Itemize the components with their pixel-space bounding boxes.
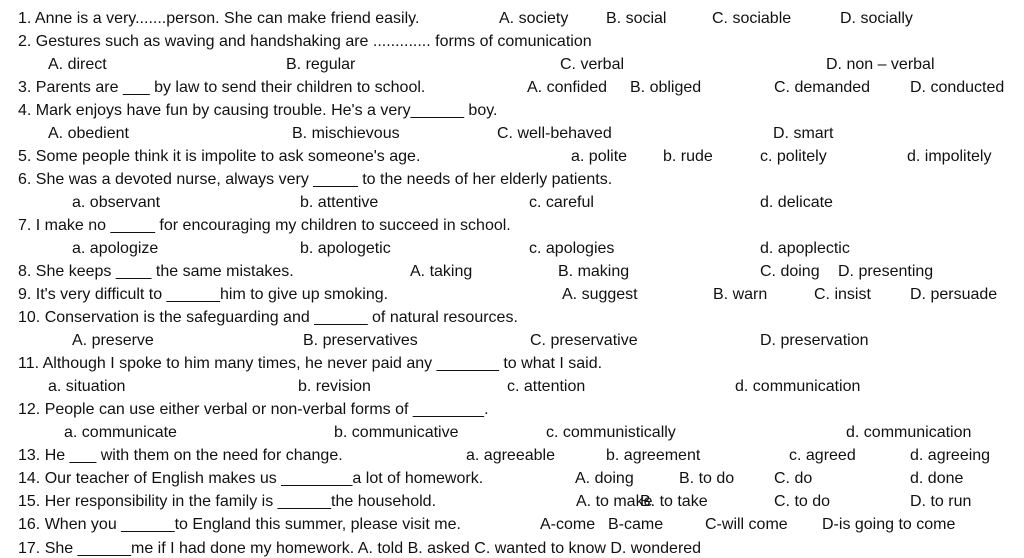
question-text: 15. Her responsibility in the family is ______the household. bbox=[18, 493, 437, 510]
answer-option: d. communication bbox=[846, 424, 972, 441]
question-text: 2. Gestures such as waving and handshaking are ............. forms of comunication bbox=[18, 33, 592, 50]
answer-option: b. apologetic bbox=[300, 240, 391, 257]
answer-option: B. to do bbox=[679, 470, 735, 487]
question-text: 14. Our teacher of English makes us ________a lot of homework. bbox=[18, 470, 484, 487]
answer-option: C. insist bbox=[814, 286, 871, 303]
answer-option: D. persuade bbox=[910, 286, 998, 303]
question-text: 1. Anne is a very.......person. She can make friend easily. bbox=[18, 10, 420, 27]
answer-option: C. doing bbox=[760, 263, 820, 280]
answer-option: b. attentive bbox=[300, 194, 379, 211]
answer-option: a. situation bbox=[48, 378, 126, 395]
answer-option: b. agreement bbox=[606, 447, 701, 464]
answer-option: a. observant bbox=[72, 194, 161, 211]
answer-option: a. polite bbox=[571, 148, 628, 165]
answer-option: A. doing bbox=[575, 470, 634, 487]
answer-option: D. conducted bbox=[910, 79, 1005, 96]
answer-option: A. preserve bbox=[72, 332, 154, 349]
answer-option: B. preservatives bbox=[303, 332, 418, 349]
question-text: 10. Conservation is the safeguarding and ______ of natural resources. bbox=[18, 309, 518, 326]
answer-option: C. to do bbox=[774, 493, 831, 510]
answer-option: C. sociable bbox=[712, 10, 792, 27]
answer-option: B. obliged bbox=[630, 79, 702, 96]
answer-option: c. apologies bbox=[529, 240, 615, 257]
answer-option: B. making bbox=[558, 263, 630, 280]
question-text: 16. When you ______to England this summer, please visit me. bbox=[18, 516, 461, 533]
answer-option: A. to make bbox=[576, 493, 653, 510]
answer-option: c. agreed bbox=[789, 447, 856, 464]
answer-option: B. to take bbox=[640, 493, 708, 510]
answer-option: d. agreeing bbox=[910, 447, 991, 464]
answer-option: B. social bbox=[606, 10, 667, 27]
question-text: 11. Although I spoke to him many times, he never paid any _______ to what I said. bbox=[18, 355, 603, 372]
answer-option: d. communication bbox=[735, 378, 861, 395]
answer-option: c. careful bbox=[529, 194, 594, 211]
answer-option: D. smart bbox=[773, 125, 834, 142]
answer-option: d. impolitely bbox=[907, 148, 992, 165]
answer-option: A. suggest bbox=[562, 286, 638, 303]
answer-option: B. warn bbox=[713, 286, 768, 303]
answer-option: b. rude bbox=[663, 148, 713, 165]
answer-option: c. attention bbox=[507, 378, 586, 395]
question-text: 3. Parents are ___ by law to send their children to school. bbox=[18, 79, 426, 96]
answer-option: A. obedient bbox=[48, 125, 129, 142]
question-text: 7. I make no _____ for encouraging my children to succeed in school. bbox=[18, 217, 511, 234]
answer-option: b. revision bbox=[298, 378, 371, 395]
answer-option: A-come bbox=[540, 516, 596, 533]
answer-option: A. taking bbox=[410, 263, 473, 280]
answer-option: d. delicate bbox=[760, 194, 833, 211]
answer-option: C. demanded bbox=[774, 79, 871, 96]
answer-option: D. to run bbox=[910, 493, 972, 510]
answer-option: a. communicate bbox=[64, 424, 177, 441]
answer-option: B-came bbox=[608, 516, 664, 533]
question-text: 4. Mark enjoys have fun by causing trouble. He's a very______ boy. bbox=[18, 102, 498, 119]
answer-option: A. society bbox=[499, 10, 569, 27]
answer-option: a. apologize bbox=[72, 240, 159, 257]
answer-option: D. socially bbox=[840, 10, 913, 27]
question-text: 5. Some people think it is impolite to ask someone's age. bbox=[18, 148, 421, 165]
question-line-cut-off bbox=[0, 540, 1024, 557]
answer-option: B. mischievous bbox=[292, 125, 400, 142]
answer-option: a. agreeable bbox=[466, 447, 555, 464]
answer-option: c. communistically bbox=[546, 424, 676, 441]
answer-option: c. politely bbox=[760, 148, 827, 165]
answer-option: C. preservative bbox=[530, 332, 638, 349]
question-text: 9. It's very difficult to ______him to give up smoking. bbox=[18, 286, 389, 303]
answer-option: d. done bbox=[910, 470, 964, 487]
answer-option: C. do bbox=[774, 470, 813, 487]
answer-option: D-is going to come bbox=[822, 516, 956, 533]
question-text: 6. She was a devoted nurse, always very _____ to the needs of her elderly patients. bbox=[18, 171, 613, 188]
answer-option: C. well-behaved bbox=[497, 125, 612, 142]
answer-option: D. presenting bbox=[838, 263, 934, 280]
question-text: 13. He ___ with them on the need for change. bbox=[18, 447, 343, 464]
answer-option: A. direct bbox=[48, 56, 107, 73]
answer-option: D. preservation bbox=[760, 332, 869, 349]
answer-option: C. verbal bbox=[560, 56, 625, 73]
question-text: 12. People can use either verbal or non-verbal forms of ________. bbox=[18, 401, 489, 418]
answer-option: C-will come bbox=[705, 516, 788, 533]
answer-option: d. apoplectic bbox=[760, 240, 850, 257]
answer-option: D. non – verbal bbox=[826, 56, 935, 73]
answer-option: b. communicative bbox=[334, 424, 459, 441]
answer-option: B. regular bbox=[286, 56, 356, 73]
question-text: 17. She ______me if I had done my homework. A. told B. asked C. wanted to know D. wondered bbox=[18, 540, 702, 557]
answer-option: A. confided bbox=[527, 79, 608, 96]
question-text: 8. She keeps ____ the same mistakes. bbox=[18, 263, 294, 280]
